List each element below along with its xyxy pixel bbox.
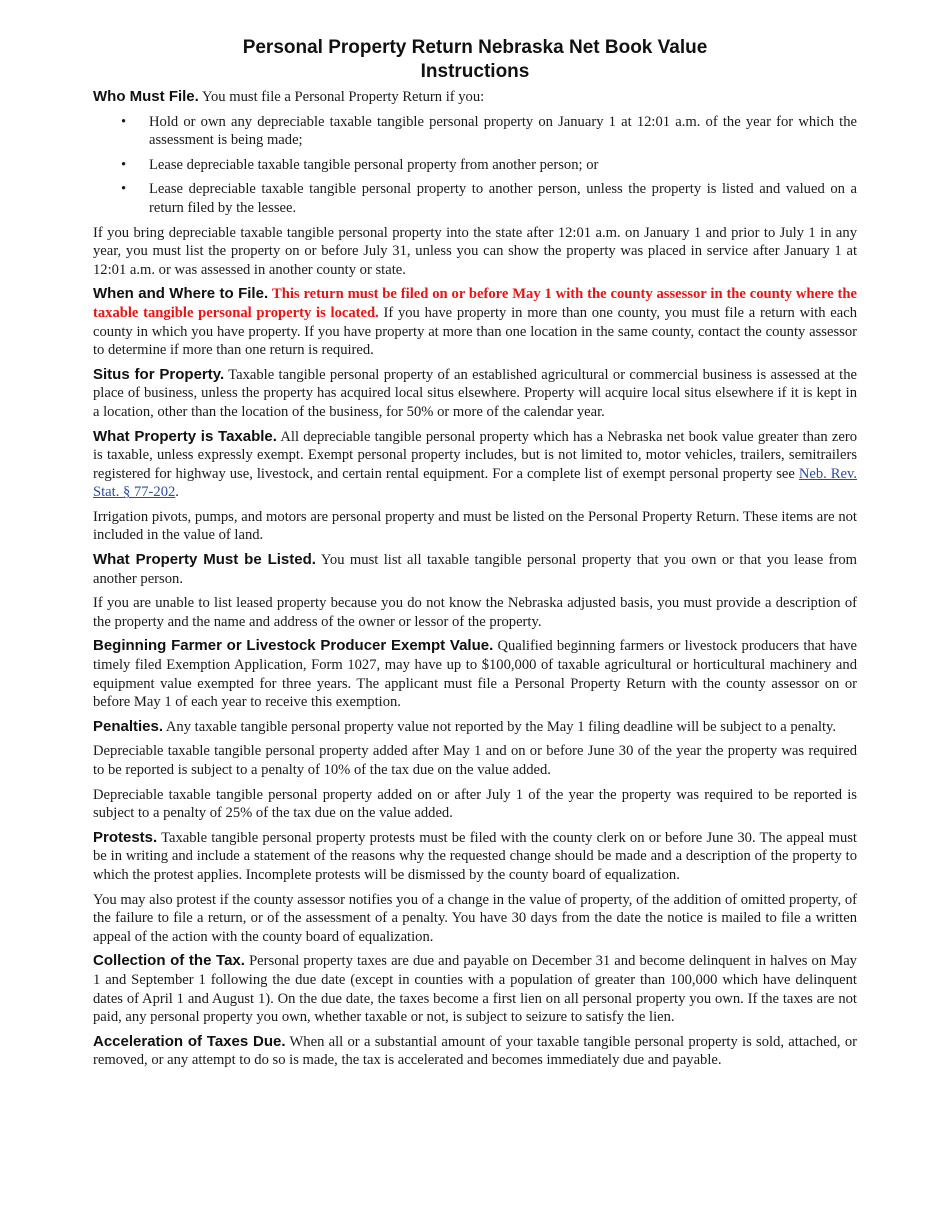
- taxable-body: All depreciable tangible personal property which has a Nebraska net book value greater than zero is taxable, unless expressly exempt. Exempt personal property includes, but is not limited to, motor vehicles, trailers, semitrailers registered for highway use, livestock, and certain rental equipment. For a complete list of exempt personal property see: [93, 428, 858, 482]
- collection-section: [93, 952, 857, 1026]
- beginning-farmer-section: [93, 637, 857, 711]
- protests-body: Taxable tangible personal property protests must be filed with the county clerk on or before June 30. The appeal must be in writing and include a statement of the reasons why the requested change should be made and a description of the property to which the protest applies. Incomplete protests will be dismissed by the county board of equalization.: [93, 829, 857, 883]
- collection-heading: Collection of the Tax.: [93, 952, 245, 970]
- situs-heading: Situs for Property.: [93, 365, 225, 383]
- penalties-para-3: Depreciable taxable tangible personal property added on or after July 1 of the year the property was required to be reported is subject to a penalty of 25% of the tax due on the value added.: [93, 786, 857, 822]
- taxable-heading: What Property is Taxable.: [93, 427, 277, 445]
- bullet-icon: •: [121, 113, 127, 130]
- taxable-section: [93, 428, 857, 502]
- statute-link[interactable]: Neb. Rev. Stat. § 77-202: [93, 465, 857, 501]
- beginning-farmer-heading: Beginning Farmer or Livestock Producer Exempt Value.: [93, 637, 494, 655]
- beginning-farmer-body: Qualified beginning farmers or livestock producers that have timely filed Exemption Application, Form 1027, may have up to $100,000 of taxable agricultural or horticultural machinery and equipment value exempted for three years. The applicant must file a Personal Property Return with the county assessor on or before May 1 of each year to receive this exemption.: [93, 638, 857, 711]
- penalties-para-2: Depreciable taxable tangible personal property added after May 1 and on or before June 30 of the year the property was required to be reported is subject to a penalty of 10% of the tax due on the value added.: [93, 743, 857, 778]
- list-item: [93, 180, 857, 217]
- who-must-file-heading: Who Must File.: [93, 88, 199, 105]
- filing-deadline-warning: This return must be filed on or before May 1 with the county assessor in the county where the taxable tangible personal property is located.: [93, 286, 857, 321]
- list-item: [93, 156, 857, 175]
- bullet-icon: •: [121, 156, 127, 173]
- who-must-file-section: [93, 88, 857, 107]
- situs-section: [93, 366, 857, 422]
- situs-body: Taxable tangible personal property of an established agricultural or commercial business is assessed at the place of business, unless the property has acquired local situs elsewhere. Property will acquire local situs elsewhere if it is kept in a location, other than the location of the business, for 50% or more of the calendar year.: [93, 366, 858, 420]
- list-item-text: Lease depreciable taxable tangible personal property from another person; or: [149, 156, 599, 173]
- protests-heading: Protests.: [93, 828, 158, 846]
- acceleration-section: [93, 1033, 857, 1070]
- penalties-heading: Penalties.: [93, 717, 164, 735]
- penalties-body: Any taxable tangible personal property value not reported by the May 1 filing deadline will be subject to a penalty.: [165, 718, 837, 735]
- title-line-2: Instructions: [420, 61, 530, 82]
- who-must-file-intro: You must file a Personal Property Return if you:: [201, 89, 485, 105]
- penalties-section: [93, 718, 857, 737]
- title-line-1: Personal Property Return Nebraska Net Book Value: [242, 37, 708, 58]
- page-title: [93, 36, 857, 84]
- bullet-icon: •: [121, 181, 127, 198]
- who-must-file-after: If you bring depreciable taxable tangible personal property into the state after 12:01 a.m. on January 1 and prior to July 1 in any year, you must list the property on or before July 31, unless you can show the property was placed in service after January 1 at 12:01 a.m. or was assessed in another county or state.: [93, 224, 857, 278]
- when-where-heading: When and Where to File.: [93, 285, 269, 303]
- acceleration-body: When all or a substantial amount of your taxable tangible personal property is sold, attached, or removed, or any attempt to do so is made, the tax is accelerated and becomes immediately due and payable.: [93, 1033, 857, 1069]
- acceleration-heading: Acceleration of Taxes Due.: [93, 1032, 286, 1050]
- collection-body: Personal property taxes are due and payable on December 31 and become delinquent in halves on May 1 and September 1 following the due date (except in counties with a population of greater than 100,000 which have delinquent dates of April 1 and August 1). On the due date, the taxes become a first lien on all personal property you own. If the taxes are not paid, any personal property you own, whether taxable or not, is subject to seizure to satisfy the lien.: [93, 953, 857, 1026]
- list-item-text: Hold or own any depreciable taxable tangible personal property on January 1 at 12:01 a.m. of the year for which the assessment is being made;: [149, 113, 857, 149]
- must-list-para-2: If you are unable to list leased property because you do not know the Nebraska adjusted basis, you must provide a description of the property and the name and address of the owner or lessor of the property.: [93, 595, 857, 630]
- when-where-section: [93, 285, 857, 359]
- who-must-file-list: [93, 113, 857, 218]
- protests-para-2: You may also protest if the county assessor notifies you of a change in the value of property, of the addition of omitted property, of the failure to file a return, or of the assessment of a penalty. You have 30 days from the date the notice is mailed to file a written appeal of the action with the county board of equalization.: [93, 891, 857, 945]
- list-item-text: Lease depreciable taxable tangible personal property to another person, unless the property is listed and valued on a return filed by the lessee.: [149, 181, 857, 216]
- must-list-section: [93, 551, 857, 588]
- taxable-body-end: .: [175, 484, 179, 501]
- list-item: [93, 113, 857, 150]
- must-list-heading: What Property Must be Listed.: [93, 551, 316, 569]
- instructions-page: [93, 0, 857, 1076]
- protests-section: [93, 829, 857, 885]
- taxable-para-2: Irrigation pivots, pumps, and motors are personal property and must be listed on the Personal Property Return. These items are not included in the value of land.: [93, 508, 857, 544]
- when-where-body: If you have property in more than one county, you must file a return with each county in which you have property. If you have property at more than one location in the same county, contact the county assessor to determine if more than one return is required.: [93, 304, 857, 359]
- must-list-body: You must list all taxable tangible personal property that you own or that you lease from another person.: [93, 552, 857, 587]
